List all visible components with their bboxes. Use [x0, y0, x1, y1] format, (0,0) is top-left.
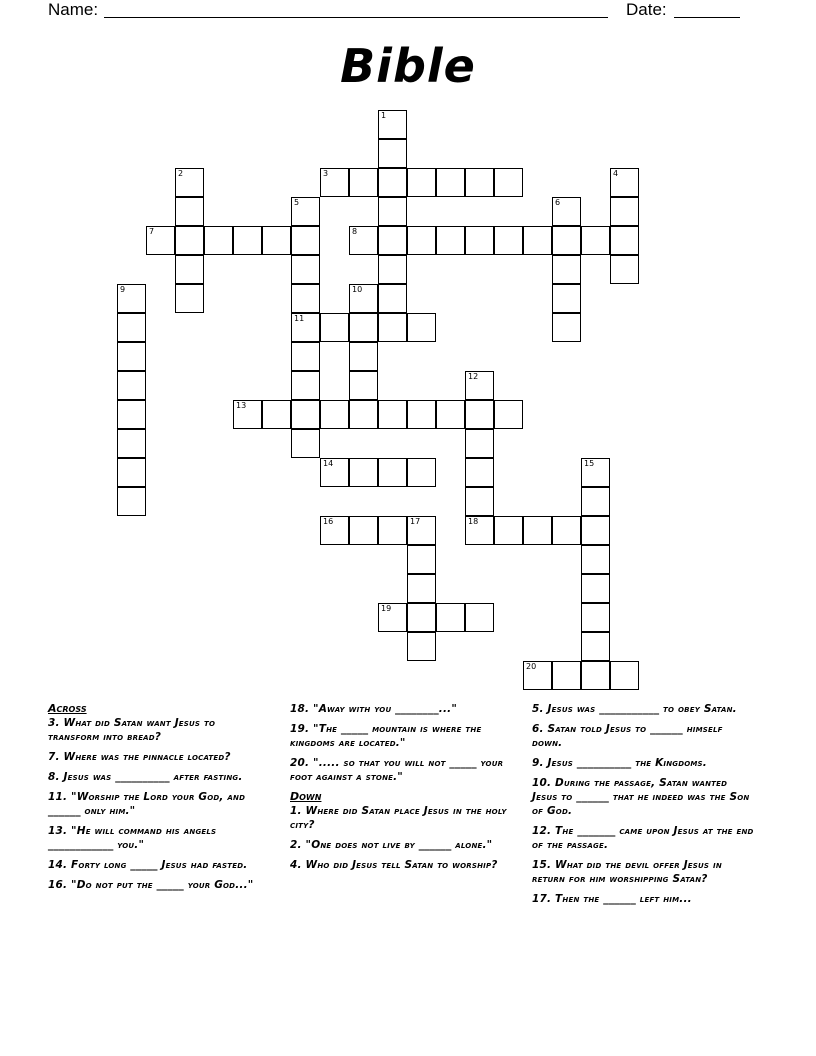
crossword-cell[interactable] [610, 226, 639, 255]
clue-number: 8 [352, 227, 358, 236]
clue-number: 2 [178, 169, 184, 178]
clue-down-17: 17. Then the ______ left him... [532, 893, 692, 905]
crossword-cell[interactable] [407, 574, 436, 603]
clue-number: 20 [526, 662, 537, 671]
crossword-cell[interactable] [117, 458, 146, 487]
crossword-cell[interactable] [204, 226, 233, 255]
clue-number: 6 [555, 198, 561, 207]
crossword-cell[interactable] [581, 458, 610, 487]
crossword-cell[interactable] [436, 603, 465, 632]
crossword-cell[interactable] [175, 255, 204, 284]
clue-number: 16 [323, 517, 334, 526]
clue-number: 17 [410, 517, 421, 526]
crossword-cell[interactable] [407, 313, 436, 342]
crossword-cell[interactable] [349, 313, 378, 342]
crossword-cell[interactable] [291, 197, 320, 226]
crossword-cell[interactable] [175, 197, 204, 226]
crossword-cell[interactable] [494, 400, 523, 429]
crossword-cell[interactable] [378, 226, 407, 255]
crossword-cell[interactable] [407, 458, 436, 487]
crossword-cell[interactable] [378, 516, 407, 545]
crossword-cell[interactable] [378, 400, 407, 429]
crossword-cell[interactable] [552, 516, 581, 545]
clue-across-7: 7. Where was the pinnacle located? [48, 751, 231, 763]
crossword-cell[interactable] [610, 255, 639, 284]
crossword-cell[interactable] [465, 458, 494, 487]
clue-across-16: 16. "Do not put the _____ your God..." [48, 879, 254, 891]
clue-across-19: 19. "The _____ mountain is where the kingdoms are located." [290, 723, 482, 749]
crossword-cell[interactable] [291, 429, 320, 458]
clue-down-6: 6. Satan told Jesus to ______ himself down. [532, 723, 723, 749]
crossword-cell[interactable] [320, 168, 349, 197]
crossword-cell[interactable] [552, 255, 581, 284]
crossword-cell[interactable] [465, 516, 494, 545]
clue-down-15: 15. What did the devil offer Jesus in return for him worshipping Satan? [532, 859, 722, 885]
crossword-cell[interactable] [465, 603, 494, 632]
clue-down-5: 5. Jesus was ___________ to obey Satan. [532, 703, 737, 715]
crossword-cell[interactable] [349, 516, 378, 545]
crossword-cell[interactable] [349, 371, 378, 400]
crossword-cell[interactable] [494, 516, 523, 545]
crossword-cell[interactable] [407, 632, 436, 661]
crossword-cell[interactable] [465, 487, 494, 516]
crossword-cell[interactable] [581, 545, 610, 574]
page-title: Bible [340, 39, 476, 93]
crossword-cell[interactable] [378, 139, 407, 168]
crossword-cell[interactable] [407, 516, 436, 545]
crossword-cell[interactable] [262, 226, 291, 255]
crossword-cell[interactable] [378, 255, 407, 284]
crossword-cell[interactable] [552, 226, 581, 255]
crossword-cell[interactable] [465, 168, 494, 197]
clue-number: 7 [149, 227, 155, 236]
clue-across-8: 8. Jesus was __________ after fasting. [48, 771, 243, 783]
crossword-cell[interactable] [436, 168, 465, 197]
crossword-cell[interactable] [117, 371, 146, 400]
crossword-cell[interactable] [291, 284, 320, 313]
crossword-cell[interactable] [523, 226, 552, 255]
clue-down-10: 10. During the passage, Satan wanted Jesus to ______ that he indeed was the Son of God. [532, 777, 750, 817]
clue-across-20: 20. "..... so that you will not _____ your foot against a stone." [290, 757, 504, 783]
crossword-cell[interactable] [291, 255, 320, 284]
crossword-cell[interactable] [581, 516, 610, 545]
crossword-cell[interactable] [291, 371, 320, 400]
crossword-cell[interactable] [407, 226, 436, 255]
clue-down-9: 9. Jesus __________ the Kingdoms. [532, 757, 707, 769]
clue-number: 9 [120, 285, 126, 294]
crossword-cell[interactable] [320, 313, 349, 342]
clue-number: 15 [584, 459, 595, 468]
clue-number: 1 [381, 111, 387, 120]
crossword-cell[interactable] [581, 661, 610, 690]
crossword-cell[interactable] [436, 400, 465, 429]
clue-number: 13 [236, 401, 247, 410]
crossword-cell[interactable] [581, 574, 610, 603]
crossword-cell[interactable] [407, 545, 436, 574]
crossword-cell[interactable] [552, 313, 581, 342]
crossword-cell[interactable] [291, 342, 320, 371]
crossword-cell[interactable] [581, 632, 610, 661]
clue-number: 5 [294, 198, 300, 207]
crossword-cell[interactable] [552, 284, 581, 313]
crossword-cell[interactable] [320, 458, 349, 487]
clue-across-14: 14. Forty long _____ Jesus had fasted. [48, 859, 248, 871]
crossword-cell[interactable] [291, 226, 320, 255]
crossword-cell[interactable] [378, 110, 407, 139]
crossword-cell[interactable] [349, 226, 378, 255]
name-label: Name: [48, 0, 99, 19]
crossword-cell[interactable] [233, 226, 262, 255]
crossword-cell[interactable] [349, 284, 378, 313]
crossword-cell[interactable] [581, 226, 610, 255]
crossword-cell[interactable] [320, 400, 349, 429]
clue-across-18: 18. "Away with you ________..." [290, 703, 458, 715]
crossword-cell[interactable] [378, 603, 407, 632]
crossword-cell[interactable] [320, 516, 349, 545]
crossword-cell[interactable] [378, 458, 407, 487]
crossword-cell[interactable] [175, 226, 204, 255]
clue-down-4: 4. Who did Jesus tell Satan to worship? [290, 859, 498, 871]
crossword-cell[interactable] [465, 226, 494, 255]
clue-number: 12 [468, 372, 479, 381]
clue-down-2: 2. "One does not live by ______ alone." [290, 839, 493, 851]
crossword-cell[interactable] [610, 661, 639, 690]
crossword-cell[interactable] [407, 400, 436, 429]
clue-number: 4 [613, 169, 619, 178]
clue-number: 18 [468, 517, 479, 526]
crossword-cell[interactable] [349, 342, 378, 371]
clue-number: 11 [294, 314, 305, 323]
crossword-cell[interactable] [552, 197, 581, 226]
crossword-cell[interactable] [407, 603, 436, 632]
crossword-cell[interactable] [523, 661, 552, 690]
crossword-cell[interactable] [262, 400, 291, 429]
crossword-cell[interactable] [378, 284, 407, 313]
crossword-cell[interactable] [581, 603, 610, 632]
crossword-cell[interactable] [494, 168, 523, 197]
date-label: Date: [626, 0, 667, 19]
crossword-cell[interactable] [146, 226, 175, 255]
down-heading: Down [290, 790, 322, 803]
crossword-cell[interactable] [349, 400, 378, 429]
crossword-cell[interactable] [349, 458, 378, 487]
crossword-cell[interactable] [465, 429, 494, 458]
clues-column-3 [532, 702, 754, 912]
crossword-cell[interactable] [117, 342, 146, 371]
crossword-cell[interactable] [175, 168, 204, 197]
crossword-cell[interactable] [378, 168, 407, 197]
crossword-cell[interactable] [378, 313, 407, 342]
crossword-cell[interactable] [117, 487, 146, 516]
crossword-cell[interactable] [581, 487, 610, 516]
crossword-cell[interactable] [349, 168, 378, 197]
clue-across-3: 3. What did Satan want Jesus to transform into bread? [48, 717, 216, 743]
clue-down-12: 12. The _______ came upon Jesus at the end of the passage. [532, 825, 754, 851]
crossword-cell[interactable] [494, 226, 523, 255]
crossword-cell[interactable] [117, 284, 146, 313]
clue-down-1: 1. Where did Satan place Jesus in the holy city? [290, 805, 507, 831]
crossword-cell[interactable] [436, 226, 465, 255]
crossword-cell[interactable] [117, 400, 146, 429]
clue-number: 14 [323, 459, 334, 468]
crossword-cell[interactable] [610, 168, 639, 197]
crossword-cell[interactable] [117, 313, 146, 342]
clues-column-1 [48, 702, 270, 898]
clue-number: 10 [352, 285, 363, 294]
crossword-cell[interactable] [407, 168, 436, 197]
crossword-cell[interactable] [233, 400, 262, 429]
clue-across-13: 13. "He will command his angels ____________ you." [48, 825, 217, 851]
crossword-cell[interactable] [465, 400, 494, 429]
crossword-cell[interactable] [378, 197, 407, 226]
crossword-cell[interactable] [465, 371, 494, 400]
crossword-cell[interactable] [117, 429, 146, 458]
crossword-cell[interactable] [175, 284, 204, 313]
clues-column-2 [290, 702, 512, 878]
across-heading: Across [48, 702, 87, 715]
crossword-cell[interactable] [552, 661, 581, 690]
crossword-cell[interactable] [523, 516, 552, 545]
crossword-cell[interactable] [291, 313, 320, 342]
clue-number: 19 [381, 604, 392, 613]
clue-across-11: 11. "Worship the Lord your God, and ______ only him." [48, 791, 246, 817]
crossword-cell[interactable] [291, 400, 320, 429]
clue-number: 3 [323, 169, 329, 178]
crossword-cell[interactable] [610, 197, 639, 226]
